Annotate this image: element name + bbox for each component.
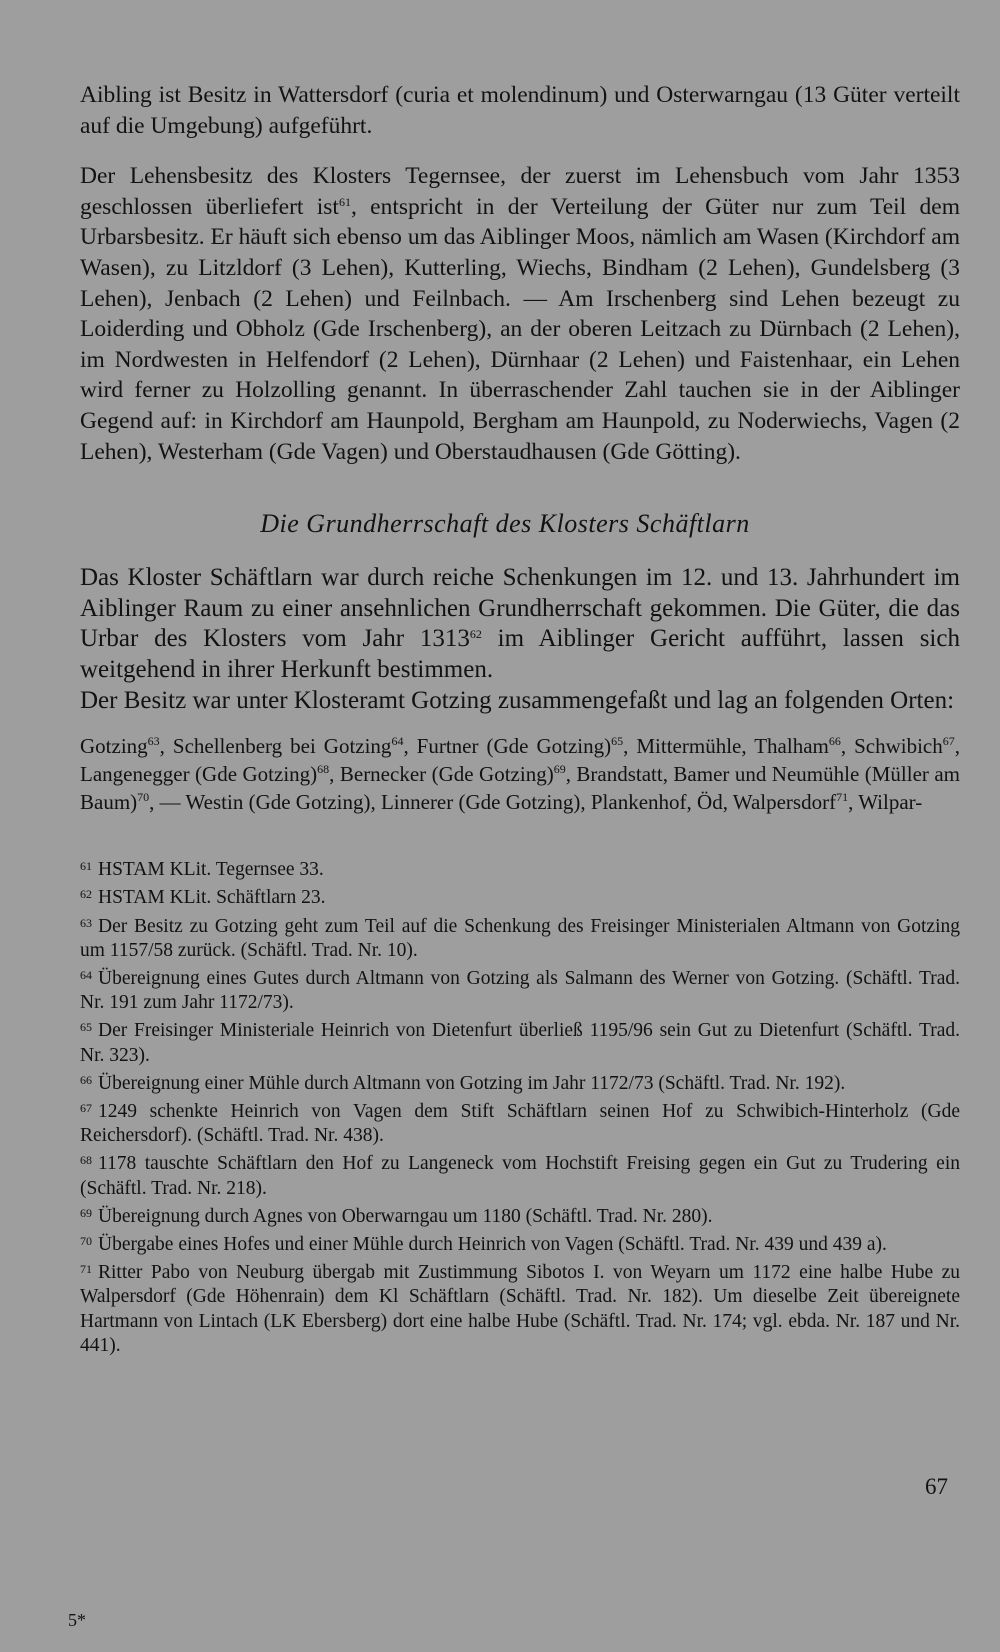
footnote-text: 1249 schenkte Heinrich von Vagen dem Stift Schäftlarn seinen Hof zu Schwibich-Hinterholz (Gde Reichersdorf). (Schäftl. Trad. Nr. 438). xyxy=(80,1100,960,1147)
schaeftlarn-paragraph xyxy=(80,563,960,685)
footnote-ref: 64 xyxy=(391,734,404,749)
footnote-ref: 66 xyxy=(828,734,841,749)
footnote-number: 69 xyxy=(80,1205,92,1220)
footnote-67 xyxy=(80,1096,960,1148)
footnote-65 xyxy=(80,1015,960,1067)
place-item: , — Westin (Gde Gotzing), Linnerer (Gde Gotzing), Plankenhof, Öd, Walpersdorf xyxy=(149,790,837,815)
footnote-text: Der Besitz zu Gotzing geht zum Teil auf die Schenkung des Freisinger Ministerialen Altmann von Gotzing um 1157/58 zurück. (Schäftl. Trad. Nr. 10). xyxy=(80,915,960,961)
place-item: , Wilpar- xyxy=(848,790,923,815)
footnote-68 xyxy=(80,1148,960,1200)
footnote-number: 67 xyxy=(80,1100,92,1115)
schaeftlarn-text-1: Das Kloster Schäftlarn war durch reiche Schenkungen im 12. und 13. Jahrhundert im Aiblinger Raum zu einer ansehnlichen Grundherrschaft gekommen. Die Güter, die das Urbar des Klosters vom Jahr 1313 xyxy=(80,564,960,653)
footnotes xyxy=(80,854,960,1358)
footnote-ref: 71 xyxy=(836,790,849,805)
footnote-text: Ritter Pabo von Neuburg übergab mit Zustimmung Sibotos I. von Weyarn um 1172 eine halbe Hube zu Walpersdorf (Gde Höhenrain) dem Kl Schäftlarn (Schäftl. Trad. Nr. 182). Um dieselbe Zeit übereignete Hartmann von Lintach (LK Ebersberg) dort eine halbe Hube (Schäftl. Trad. Nr. 174; vgl. ebda. Nr. 187 und Nr. 441). xyxy=(80,1262,960,1356)
tegernsee-paragraph xyxy=(80,161,960,467)
footnote-number: 63 xyxy=(80,915,92,930)
footnote-number: 64 xyxy=(80,967,92,982)
footnote-ref-61: 61 xyxy=(338,194,351,209)
footnote-text: Übereignung durch Agnes von Oberwarngau um 1180 (Schäftl. Trad. Nr. 280). xyxy=(98,1205,713,1227)
footnote-ref: 63 xyxy=(147,734,160,749)
footnote-text: Übereignung einer Mühle durch Altmann von Gotzing im Jahr 1172/73 (Schäftl. Trad. Nr. 192). xyxy=(98,1072,846,1094)
footnote-ref: 70 xyxy=(137,790,150,805)
footnote-text: Der Freisinger Ministeriale Heinrich von Dietenfurt überließ 1195/96 sein Gut zu Dietenfurt (Schäftl. Trad. Nr. 323). xyxy=(80,1020,960,1066)
place-item: , Schellenberg bei Gotzing xyxy=(159,734,392,759)
footnote-ref: 65 xyxy=(611,734,624,749)
footnote-ref: 67 xyxy=(942,734,955,749)
place-item: , Brandstatt, Bamer und Neumühle (Müller am Baum) xyxy=(80,762,961,815)
page-number: 67 xyxy=(925,1474,948,1499)
footnote-number: 62 xyxy=(80,887,92,902)
section-heading: Die Grundherrschaft des Klosters Schäftlarn xyxy=(260,509,750,539)
place-item: , Langenegger (Gde Gotzing) xyxy=(80,734,961,787)
footnote-text: 1178 tauschte Schäftlarn den Hof zu Langeneck vom Hochstift Freising gegen ein Gut zu Trudering ein (Schäftl. Trad. Nr. 218). xyxy=(80,1153,960,1199)
footnote-text: Übergabe eines Hofes und einer Mühle durch Heinrich von Vagen (Schäftl. Trad. Nr. 439 und 439 a). xyxy=(98,1233,887,1255)
tegernsee-text-2: , entspricht in der Verteilung der Güter nur zum Teil dem Urbarsbesitz. Er häuft sich ebenso um das Aiblinger Moos, nämlich am Wasen (Kirchdorf am Wasen), zu Litzldorf (3 Lehen), Kutterling, Wiechs, Bindham (2 Lehen), Gundelsberg (3 Lehen), Jenbach (2 Lehen) und Feilnbach. — Am Irschenberg sind Lehen bezeugt zu Loiderding und Obholz (Gde Irschenberg), an der oberen Leitzach zu Dürnbach (2 Lehen), im Nordwesten in Helfendorf (2 Lehen), Dürnhaar (2 Lehen) und Faistenhaar, ein Lehen wird ferner zu Holzolling genannt. In überraschender Zahl tauchen sie in der Aiblinger Gegend auf: in Kirchdorf am Haunpold, Bergham am Haunpold, zu Noderwiechs, Vagen (2 Lehen), Westerham (Gde Vagen) und Oberstaudhausen (Gde Götting). xyxy=(80,193,960,465)
place-item: , Mittermühle, Thalham xyxy=(623,734,829,759)
place-item: , Schwibich xyxy=(840,734,943,759)
place-list xyxy=(80,732,960,816)
footnote-63 xyxy=(80,911,960,963)
place-item: , Bernecker (Gde Gotzing) xyxy=(329,762,554,787)
place-item: , Furtner (Gde Gotzing) xyxy=(403,734,612,759)
footnote-text: Übereignung eines Gutes durch Altmann von Gotzing als Salmann des Werner von Gotzing. (Schäftl. Trad. Nr. 191 zum Jahr 1172/73). xyxy=(80,967,960,1014)
place-item: Gotzing xyxy=(80,734,148,759)
footnote-text: HSTAM KLit. Schäftlarn 23. xyxy=(98,887,326,909)
footnote-number: 66 xyxy=(80,1072,92,1087)
footnote-ref: 69 xyxy=(553,762,566,777)
footnote-70 xyxy=(80,1229,960,1257)
footnote-66 xyxy=(80,1068,960,1096)
footnote-ref: 68 xyxy=(317,762,330,777)
footnote-ref-62: 62 xyxy=(469,627,482,642)
footnote-69 xyxy=(80,1201,960,1229)
footnote-64 xyxy=(80,963,960,1015)
signature-mark: 5* xyxy=(68,1610,86,1630)
footnote-number: 61 xyxy=(80,859,92,874)
footnote-number: 68 xyxy=(80,1153,92,1168)
footnote-62 xyxy=(80,882,960,910)
intro-paragraph: Aibling ist Besitz in Wattersdorf (curia et molendinum) und Osterwarngau (13 Güter verteilt auf die Umgebung) aufgeführt. xyxy=(80,82,960,139)
schaeftlarn-text-2: im Aiblinger Gericht aufführt, lassen sich weitgehend in ihrer Herkunft bestimmen. xyxy=(80,625,960,683)
footnote-number: 71 xyxy=(80,1262,92,1277)
footnote-71 xyxy=(80,1257,960,1358)
tegernsee-text-1: Der Lehensbesitz des Klosters Tegernsee, der zuerst im Lehensbuch vom Jahr 1353 geschlossen überliefert ist xyxy=(80,163,960,220)
footnote-text: HSTAM KLit. Tegernsee 33. xyxy=(98,859,324,881)
footnote-number: 70 xyxy=(80,1233,92,1248)
footnote-number: 65 xyxy=(80,1020,92,1035)
schaeftlarn-locations-intro: Der Besitz war unter Klosteramt Gotzing zusammengefaßt und lag an folgenden Orten: xyxy=(80,686,955,714)
footnote-61 xyxy=(80,854,960,882)
page-body xyxy=(80,80,960,1358)
